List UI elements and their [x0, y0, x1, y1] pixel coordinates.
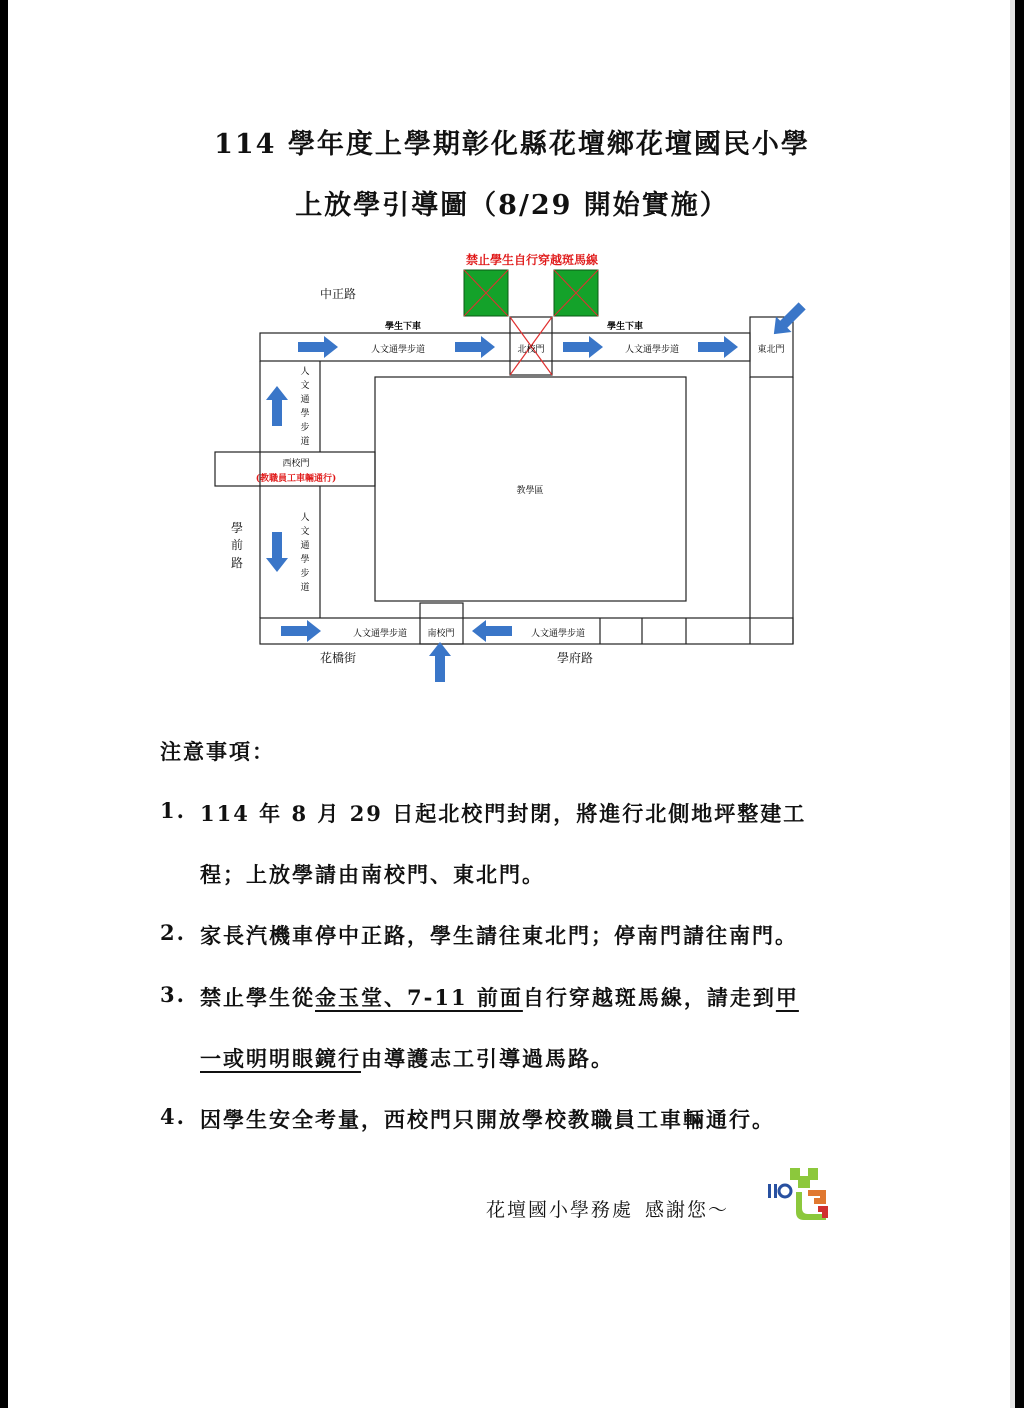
walkway-char: 學	[300, 409, 310, 419]
walkway-label-nw: 人文通學步道	[370, 345, 426, 355]
walkway-char: 步	[300, 569, 310, 579]
walkway-char: 文	[300, 381, 310, 391]
dropoff-label-right: 學生下車	[606, 322, 644, 332]
arrow-down-left-icon	[766, 298, 810, 342]
road-xueqian-char: 路	[231, 556, 244, 570]
note-3-line-2	[200, 1043, 614, 1073]
footer-signature	[486, 1195, 729, 1222]
note-3-line-1	[200, 982, 799, 1012]
footer-thanks: 感謝您～	[645, 1199, 730, 1221]
note-1-line-1: 114 年 8 月 29 日起北校門封閉，將進行北側地坪整建工	[200, 801, 807, 826]
walkway-char: 步	[300, 423, 310, 433]
note-4-line-1: 因學生安全考量，西校門只開放學校教職員工車輛通行。	[200, 1107, 775, 1132]
note-1-number: 1.	[160, 798, 186, 823]
road-zhongzheng: 中正路	[320, 287, 357, 301]
walkway-label-ne: 人文通學步道	[624, 345, 680, 355]
road-huaqiao: 花橋街	[320, 651, 357, 665]
arrow-left-icon	[472, 620, 512, 642]
note-3-text: 禁止學生從	[200, 985, 315, 1010]
north-gate-label: 北校門	[517, 345, 545, 355]
west-gate-note: (教職員工車輛通行)	[255, 474, 337, 484]
south-gate-label: 南校門	[427, 629, 455, 639]
northeast-gate-label: 東北門	[757, 345, 785, 355]
road-xueqian-char: 學	[231, 521, 244, 535]
walkway-char: 道	[300, 583, 310, 593]
title-line-1: 114 學年度上學期彰化縣花壇鄉花壇國民小學	[214, 129, 810, 160]
note-3-underlined-location: 金玉堂、7-11 前面	[315, 985, 523, 1010]
arrow-right-icon	[563, 336, 603, 358]
walkway-label-sw: 人文通學步道	[352, 629, 408, 639]
note-2-number: 2.	[160, 920, 186, 945]
note-1-line-2: 程；上放學請由南校門、東北門。	[200, 862, 545, 887]
blocked-zone-left	[464, 270, 508, 316]
note-3-text: 自行穿越斑馬線，請走到	[522, 985, 776, 1010]
note-3-text: 由導護志工引導過馬路。	[361, 1046, 614, 1071]
walkway-char: 通	[300, 541, 310, 551]
road-xuefu: 學府路	[557, 651, 594, 665]
walkway-char: 道	[300, 437, 310, 447]
route-map	[200, 240, 820, 690]
footer-office: 花壇國小學務處	[486, 1199, 634, 1221]
walkway-label-west-upper	[300, 365, 309, 447]
arrow-right-icon	[281, 620, 321, 642]
arrow-right-icon	[698, 336, 738, 358]
walkway-char: 學	[300, 555, 310, 565]
walkway-char: 通	[300, 395, 310, 405]
west-gate-label: 西校門	[282, 459, 310, 469]
road-xueqian	[231, 521, 243, 570]
note-3-underlined-location: 甲	[775, 985, 799, 1010]
road-xueqian-char: 前	[231, 538, 244, 552]
notes-heading: 注意事項：	[160, 739, 275, 764]
arrow-right-icon	[455, 336, 495, 358]
title-line-2: 上放學引導圖（8/29 開始實施）	[295, 190, 729, 221]
blocked-zone-right	[554, 270, 598, 316]
school-logo-icon	[760, 1162, 832, 1228]
walkway-char: 人	[300, 367, 310, 377]
teaching-area-label: 教學區	[516, 486, 544, 496]
walkway-char: 人	[300, 513, 310, 523]
arrow-right-icon	[298, 336, 338, 358]
arrow-down-icon	[266, 532, 288, 572]
note-2-line-1: 家長汽機車停中正路，學生請往東北門；停南門請往南門。	[200, 923, 798, 948]
south-walkway	[260, 618, 793, 644]
arrow-up-icon	[266, 386, 288, 426]
walkway-label-se: 人文通學步道	[530, 629, 586, 639]
note-4-number: 4.	[160, 1104, 186, 1129]
walkway-label-west-lower	[300, 511, 309, 593]
note-3-number: 3.	[160, 982, 186, 1007]
note-3-underlined-location: 一或明明眼鏡行	[200, 1046, 361, 1071]
dropoff-label-left: 學生下車	[384, 322, 422, 332]
arrow-up-icon	[429, 642, 451, 682]
warning-text: 禁止學生自行穿越斑馬線	[465, 253, 599, 267]
walkway-char: 文	[300, 527, 310, 537]
